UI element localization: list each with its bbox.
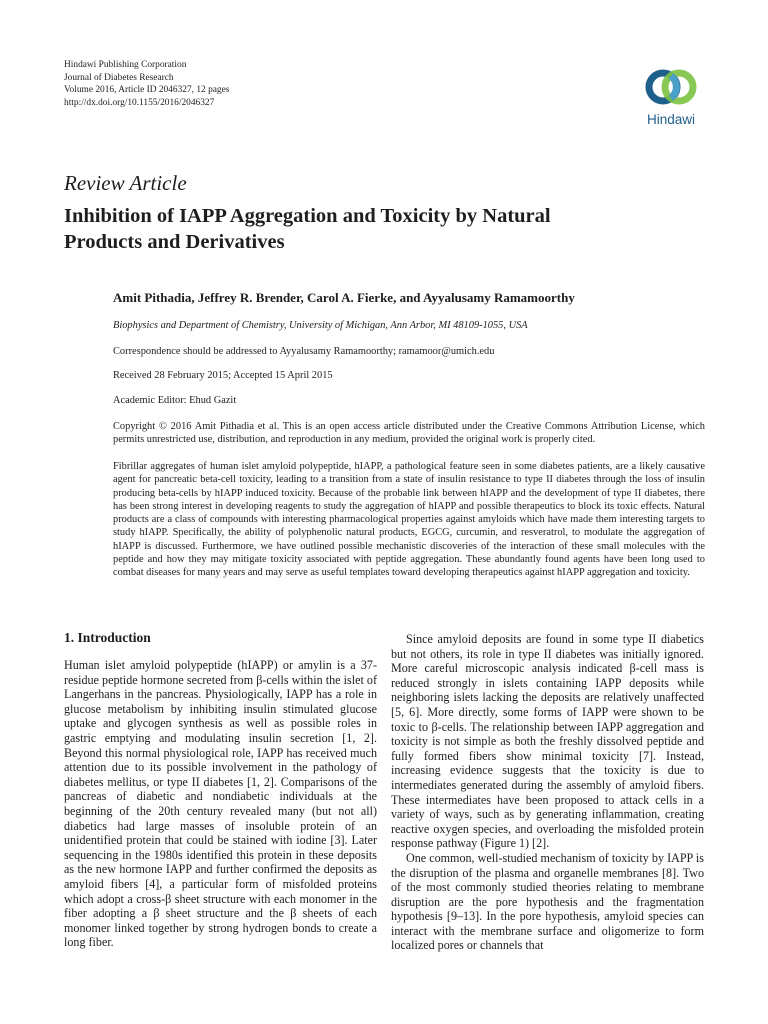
author-list: Amit Pithadia, Jeffrey R. Brender, Carol A. Fierke, and Ayyalusamy Ramamoorthy (113, 290, 575, 305)
article-type: Review Article (64, 171, 187, 195)
article-title: Inhibition of IAPP Aggregation and Toxicity by Natural Products and Derivatives (64, 205, 551, 253)
paragraph: Since amyloid deposits are found in some type II diabetics but not others, its role in type II diabetes was initially ignored. More careful microscopic analysis indicated β-cell mass is reduced strongly in islets containing IAPP deposits while neighboring islets lacking the deposits are relatively unaffected [5, 6]. More directly, some forms of IAPP were shown to be toxic to β-cells. The relationship between IAPP aggregation and toxicity is not simple as both the freshly dissolved peptide and fully formed fibers show minimal toxicity [7]. Instead, increasing evidence suggests that the toxicity is due to intermediates generated during the assembly of amyloid fibers. These intermediates have been proposed to attack cells in a variety of ways, such as by generating inflammation, creating reactive oxygen species, and overloading the misfolded protein response pathway (Figure 1) [2]. (391, 632, 704, 851)
journal-name: Journal of Diabetes Research (64, 72, 174, 83)
copyright-notice: Copyright © 2016 Amit Pithadia et al. This is an open access article distributed under the Creative Commons Attribution License, which permits unrestricted use, distribution, and reproduction in any medium, provided the original work is properly cited. (113, 421, 705, 446)
paragraph: Human islet amyloid polypeptide (hIAPP) or amylin is a 37-residue peptide hormone secreted from β-cells within the islet of Langerhans in the pancreas. Physiologically, IAPP has a role in glucose metabolism by inhibiting insulin stimulated glucose uptake and glycogen synthesis as well as possible roles in gastric emptying and modulating insulin secretion [1, 2]. Beyond this normal physiological role, IAPP has received much attention due to its possible involvement in the pathology of diabetes mellitus, or type II diabetes [1, 2]. Comparisons of the pancreas of diabetic and nondiabetic individuals at the beginning of the 20th century revealed many (but not all) diabetics had large masses of insoluble protein of an unidentified protein that could be stained with iodine [3]. Later sequencing in the 1980s identified this protein in these deposits as the new hormone IAPP and further confirmed the deposits as amyloid fibers [4], a particular form of misfolded proteins which adopt a cross-β sheet structure with each monomer in the fiber adopting a β sheet structure and the β sheets of each monomer linked together by strong hydrogen bonds to create a long fiber. (64, 658, 377, 950)
left-column (64, 658, 377, 950)
right-column (391, 632, 704, 953)
correspondence: Correspondence should be addressed to Ayyalusamy Ramamoorthy; ramamoor@umich.edu (113, 346, 495, 357)
academic-editor: Academic Editor: Ehud Gazit (113, 395, 237, 406)
hindawi-logo (638, 64, 704, 134)
section-heading-introduction: 1. Introduction (64, 630, 151, 645)
hindawi-logo-icon (643, 64, 699, 110)
publisher-name: Hindawi Publishing Corporation (64, 60, 187, 70)
logo-text: Hindawi (646, 112, 696, 127)
doi-link[interactable]: http://dx.doi.org/10.1155/2016/2046327 (64, 97, 215, 108)
journal-header (64, 59, 229, 109)
paragraph: One common, well-studied mechanism of toxicity by IAPP is the disruption of the plasma and organelle membranes [8]. Two of the most commonly studied theories relating to membrane disruption are the pore hypothesis and the fragmentation hypothesis [9–13]. In the pore hypothesis, amyloid species can interact with the membrane surface and oligomerize to form localized pores or channels that (391, 850, 704, 953)
affiliation: Biophysics and Department of Chemistry, University of Michigan, Ann Arbor, MI 48109-1055, USA (113, 320, 528, 331)
dates: Received 28 February 2015; Accepted 15 April 2015 (113, 370, 333, 381)
volume-info: Volume 2016, Article ID 2046327, 12 pages (64, 85, 230, 95)
abstract: Fibrillar aggregates of human islet amyloid polypeptide, hIAPP, a pathological feature seen in some diabetes patients, are a likely causative agent for pancreatic beta-cell toxicity, leading to a transition from a state of insulin resistance to type II diabetes through the loss of insulin producing beta-cells by hIAPP induced toxicity. Because of the probable link between hIAPP and the development of type II diabetes, there has been strong interest in developing reagents to study the aggregation of hIAPP and possible therapeutics to block its toxic effects. Natural products are a class of compounds with interesting pharmacological properties against amyloids which have made them interesting targets to study hIAPP. Specifically, the ability of polyphenolic natural products, EGCG, curcumin, and resveratrol, to modulate the aggregation of hIAPP is discussed. Furthermore, we have outlined possible mechanistic discoveries of the interaction of these small molecules with the peptide and how they may mitigate toxicity associated with peptide aggregation. These abundantly found agents have been long used to combat diseases for many years and may serve as useful templates toward developing therapeutics against hIAPP aggregation and toxicity. (113, 461, 705, 579)
